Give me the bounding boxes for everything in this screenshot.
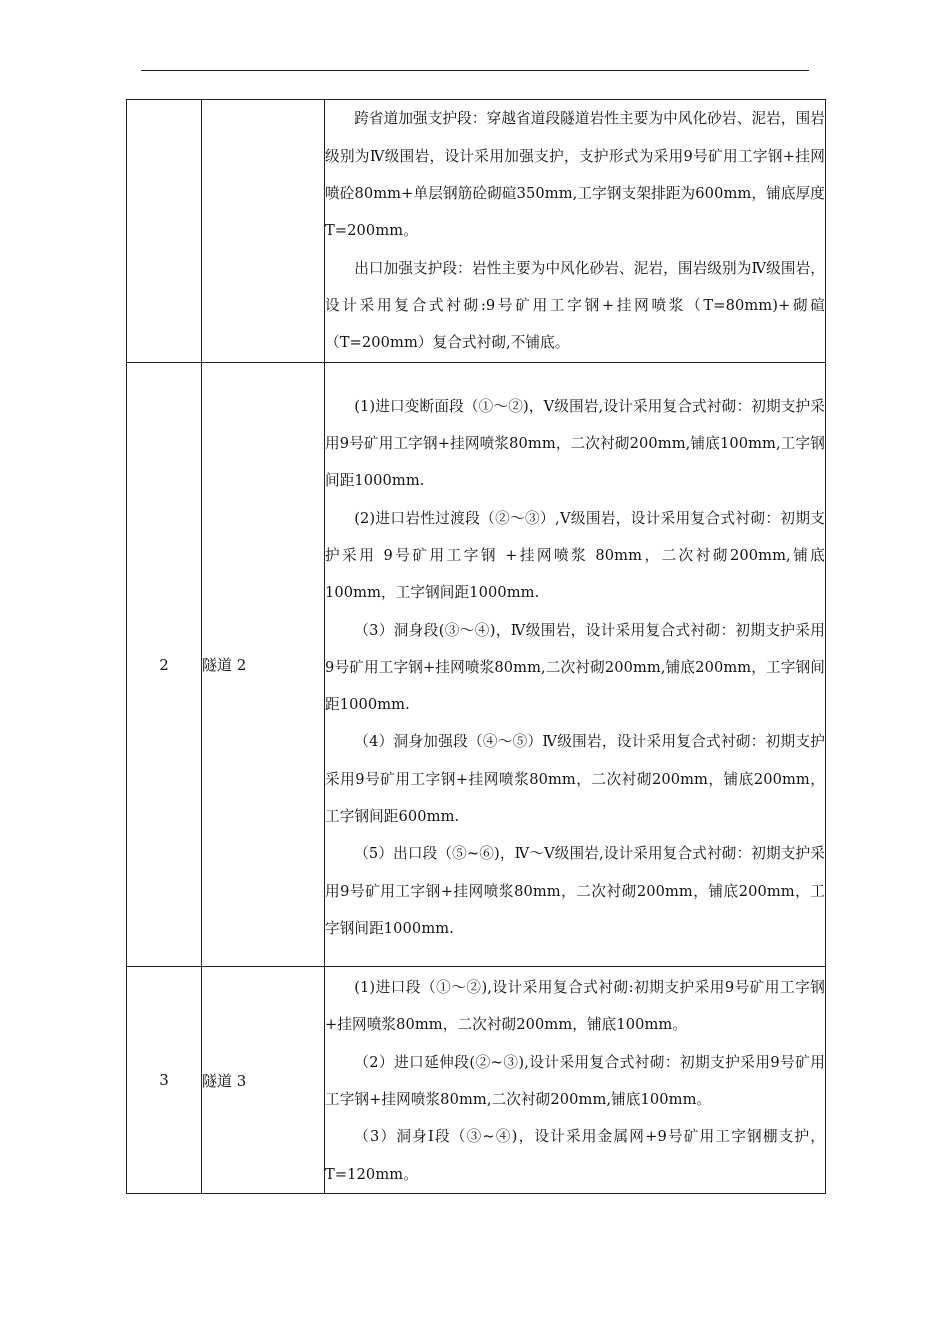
description-cell: [325, 100, 826, 363]
description-paragraph: （3）洞身Ⅰ段（③~④)，设计采用金属网+9号矿用工字钢棚支护，T=120mm。: [325, 1128, 825, 1183]
table-row: [127, 363, 826, 967]
row-number-cell: [127, 100, 202, 363]
tunnel-name-cell: 隧道 3: [202, 967, 325, 1194]
tunnel-support-table: [126, 99, 826, 1194]
table-row: [127, 967, 826, 1194]
tunnel-name-cell: [202, 100, 325, 363]
description-cell: [325, 363, 826, 967]
description-paragraph: （5）出口段（⑤~⑥)，Ⅳ～Ⅴ级围岩,设计采用复合式衬砌：初期支护采用9号矿用工字钢+挂网喷浆80mm，二次衬砌200mm，铺底200mm，工字钢间距1000mm.: [325, 845, 825, 937]
description-paragraph: (2)进口岩性过渡段（②～③）,Ⅴ级围岩，设计采用复合式衬砌：初期支护采用 9号矿用工字钢 +挂网喷浆 80mm，二次衬砌200mm,铺底100mm，工字钢间距1000mm.: [325, 509, 825, 602]
description-paragraph: 出口加强支护段：岩性主要为中风化砂岩、泥岩，围岩级别为Ⅳ级围岩，设计采用复合式衬砌:9号矿用工字钢+挂网喷浆（T=80mm)+砌碹（T=200mm）复合式衬砌,不铺底。: [325, 259, 825, 352]
description-cell: [325, 967, 826, 1194]
description-paragraph: （2）进口延伸段(②~③),设计采用复合式衬砌：初期支护采用9号矿用工字钢+挂网喷浆80mm,二次衬砌200mm,铺底100mm。: [325, 1053, 825, 1108]
row-number-cell: 2: [127, 363, 202, 967]
description-paragraph: (1)进口段（①～②),设计采用复合式衬砌:初期支护采用9号矿用工字钢+挂网喷浆80mm，二次衬砌200mm，铺底100mm。: [325, 979, 825, 1034]
table-row: [127, 100, 826, 363]
tunnel-name-cell: 隧道 2: [202, 363, 325, 967]
description-paragraph: （4）洞身加强段（④～⑤）Ⅳ级围岩，设计采用复合式衬砌：初期支护采用9号矿用工字钢+挂网喷浆80mm，二次衬砌200mm，铺底200mm，工字钢间距600mm.: [325, 733, 825, 826]
description-paragraph: 跨省道加强支护段：穿越省道段隧道岩性主要为中风化砂岩、泥岩，围岩级别为Ⅳ级围岩，设计采用加强支护，支护形式为采用9号矿用工字钢+挂网喷砼80mm+单层钢筋砼砌碹350mm,工字钢支架排距为600mm，铺底厚度T=200mm。: [325, 110, 825, 240]
row-number-cell: 3: [127, 967, 202, 1194]
description-paragraph: (1)进口变断面段（①～②)，Ⅴ级围岩,设计采用复合式衬砌：初期支护采用9号矿用工字钢+挂网喷浆80mm，二次衬砌200mm,铺底100mm,工字钢间距1000mm.: [325, 397, 825, 490]
description-paragraph: （3）洞身段(③～④)，Ⅳ级围岩，设计采用复合式衬砌：初期支护采用9号矿用工字钢+挂网喷浆80mm,二次衬砌200mm,铺底200mm，工字钢间距1000mm.: [325, 621, 825, 714]
header-rule: [141, 70, 809, 71]
